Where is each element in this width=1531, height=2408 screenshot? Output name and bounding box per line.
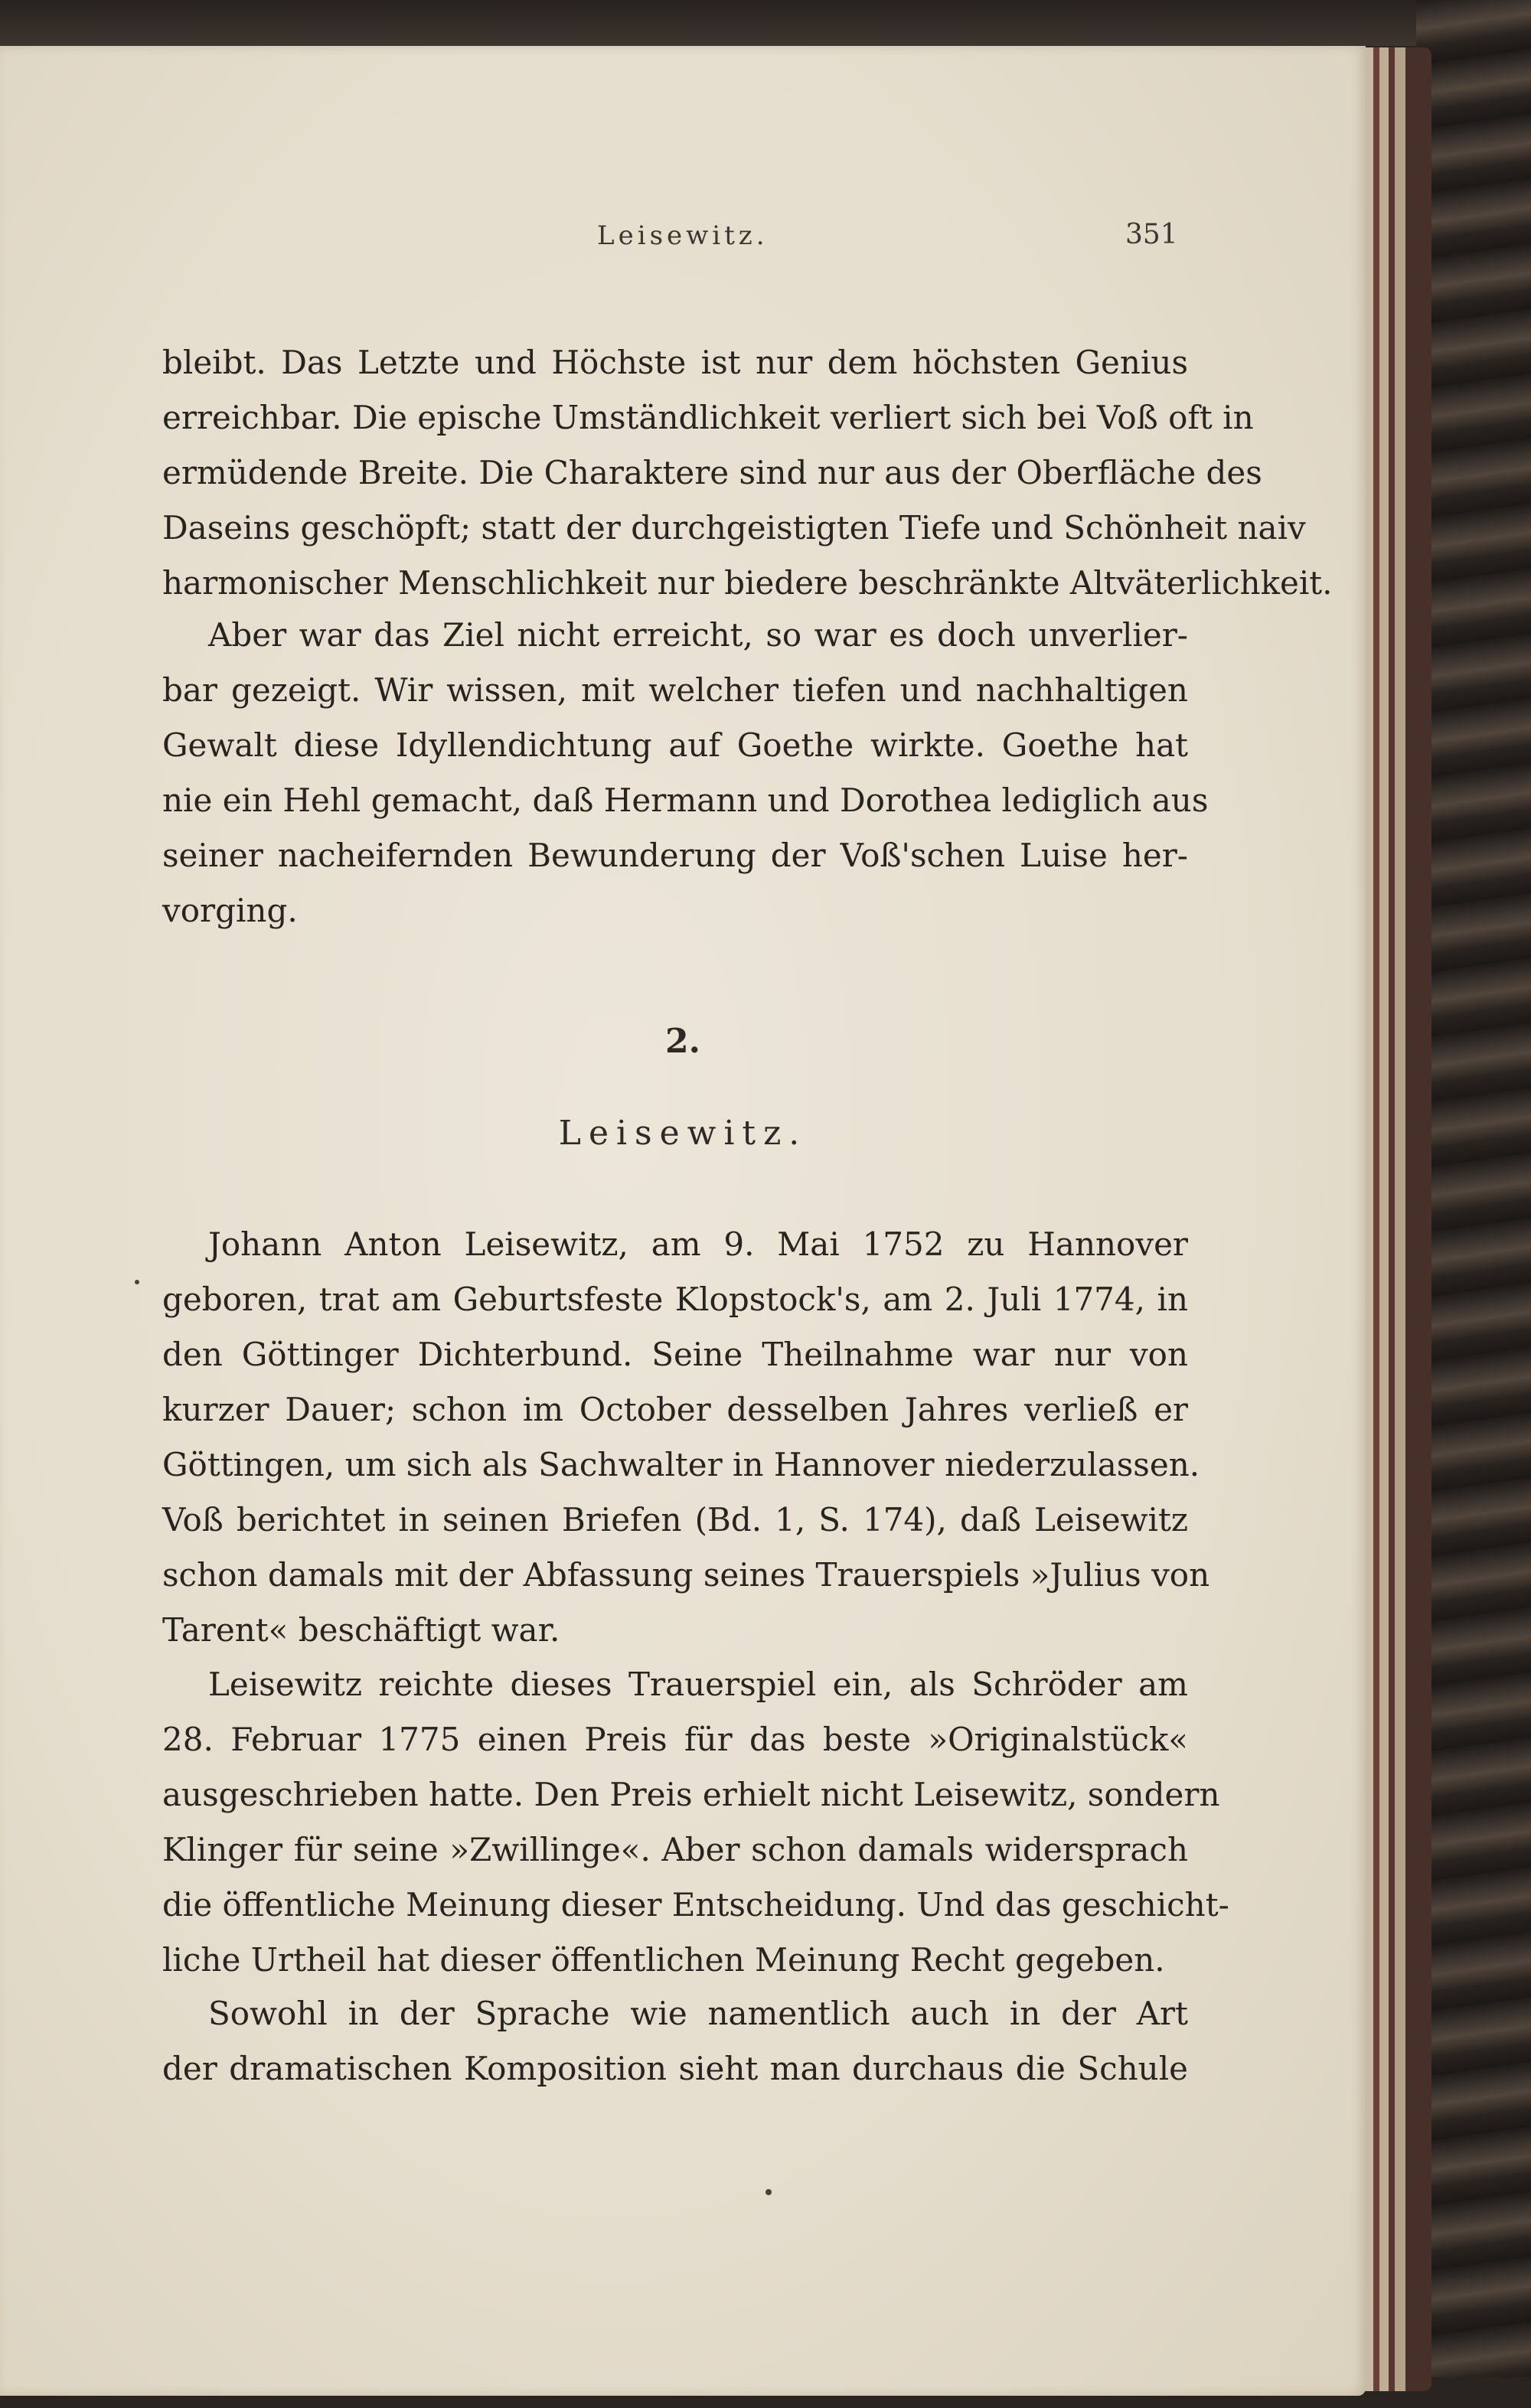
text-line: Daseins geschöpft; statt der durchgeistigten Tiefe und Schönheit naiv	[162, 509, 1306, 547]
section-title: Leisewitz.	[558, 1114, 808, 1153]
text-line: vorging.	[162, 892, 298, 929]
book-cover-right-edge	[1416, 0, 1531, 2408]
text-line: Klinger für seine »Zwillinge«. Aber schon damals widersprach	[162, 1831, 1188, 1868]
text-line: Leisewitz reichte dieses Trauerspiel ein, als Schröder am	[208, 1666, 1188, 1703]
text-line: die öffentliche Meinung dieser Entscheidung. Und das geschicht-	[162, 1886, 1229, 1923]
section-number: 2.	[665, 1022, 700, 1061]
page-number: 351	[1125, 219, 1178, 250]
text-line: bleibt. Das Letzte und Höchste ist nur dem höchsten Genius	[162, 344, 1188, 381]
text-line: Göttingen, um sich als Sachwalter in Hannover niederzulassen.	[162, 1446, 1200, 1483]
text-line: Aber war das Ziel nicht erreicht, so war es doch unverlier-	[208, 616, 1188, 654]
text-line: ausgeschrieben hatte. Den Preis erhielt nicht Leisewitz, sondern	[162, 1776, 1220, 1813]
paper-speck	[766, 2189, 772, 2195]
text-line: ermüdende Breite. Die Charaktere sind nur aus der Oberfläche des	[162, 454, 1262, 491]
text-line: erreichbar. Die epische Umständlichkeit verliert sich bei Voß oft in	[162, 399, 1254, 436]
paragraph-5	[162, 1986, 1188, 2096]
text-line: Sowohl in der Sprache wie namentlich auch in der Art	[208, 1995, 1188, 2032]
book-page	[0, 46, 1366, 2396]
book-cover-top-edge	[0, 0, 1531, 46]
text-line: harmonischer Menschlichkeit nur biedere beschränkte Altväterlichkeit.	[162, 564, 1333, 602]
paper-speck	[135, 1280, 139, 1284]
paragraph-4	[162, 1657, 1229, 1988]
text-line: Voß berichtet in seinen Briefen (Bd. 1, S. 174), daß Leisewitz	[162, 1501, 1188, 1538]
paragraph-1	[162, 335, 1333, 611]
text-line: liche Urtheil hat dieser öffentlichen Meinung Recht gegeben.	[162, 1941, 1165, 1979]
text-line: Gewalt diese Idyllendichtung auf Goethe wirkte. Goethe hat	[162, 726, 1188, 764]
paragraph-3	[162, 1217, 1210, 1658]
running-head: Leisewitz.	[597, 220, 769, 251]
text-line: den Göttinger Dichterbund. Seine Theilnahme war nur von	[162, 1336, 1188, 1373]
text-line: nie ein Hehl gemacht, daß Hermann und Dorothea lediglich aus	[162, 781, 1209, 819]
text-line: bar gezeigt. Wir wissen, mit welcher tiefen und nachhaltigen	[162, 671, 1188, 709]
text-line: geboren, trat am Geburtsfeste Klopstock's, am 2. Juli 1774, in	[162, 1281, 1188, 1318]
paragraph-2	[162, 608, 1209, 938]
text-line: der dramatischen Komposition sieht man durchaus die Schule	[162, 2050, 1188, 2087]
text-line: seiner nacheifernden Bewunderung der Voß'schen Luise her-	[162, 837, 1188, 874]
text-line: Tarent« beschäftigt war.	[162, 1611, 560, 1649]
text-line: Johann Anton Leisewitz, am 9. Mai 1752 zu Hannover	[208, 1225, 1188, 1263]
text-line: schon damals mit der Abfassung seines Trauerspiels »Julius von	[162, 1556, 1210, 1594]
text-line: 28. Februar 1775 einen Preis für das beste »Originalstück«	[162, 1721, 1188, 1758]
text-line: kurzer Dauer; schon im October desselben Jahres verließ er	[162, 1391, 1188, 1428]
